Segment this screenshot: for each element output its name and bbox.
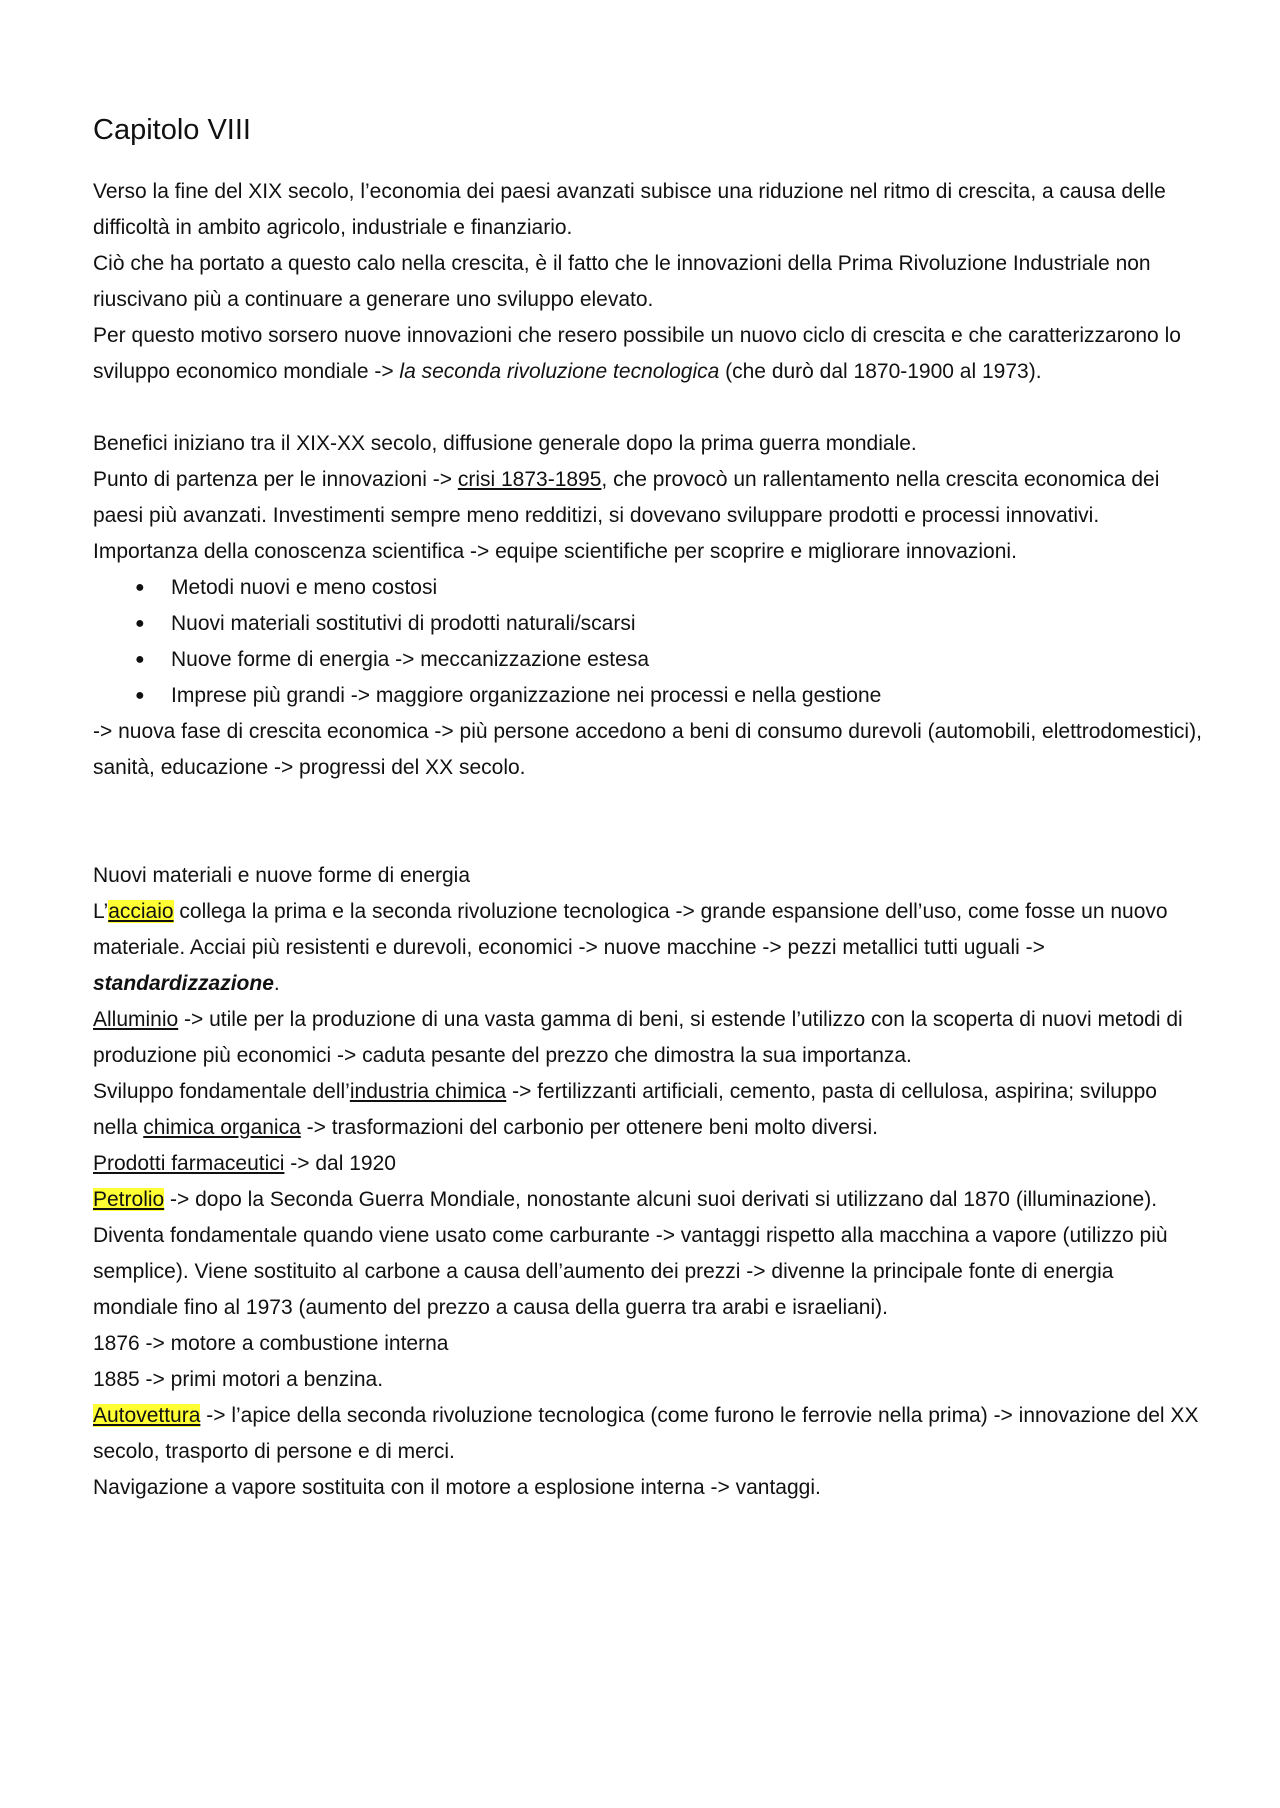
spacer <box>93 786 1203 858</box>
chapter-title: Capitolo VIII <box>93 114 251 146</box>
crisi-underlined: crisi 1873-1895 <box>457 468 602 491</box>
motore-1885: 1885 -> primi motori a benzina. <box>93 1368 384 1391</box>
crescita-paragraph: -> nuova fase di crescita economica -> più persone accedono a beni di consumo durevoli (automobili, elettrodomestici), sanità, educazione -> progressi del XX secolo. <box>93 720 1202 779</box>
bullet-icon: ● <box>135 651 145 668</box>
alluminio-underlined: Alluminio <box>93 1008 179 1031</box>
motore-1876: 1876 -> motore a combustione interna <box>93 1332 449 1355</box>
navigazione-paragraph: Navigazione a vapore sostituita con il motore a esplosione interna -> vantaggi. <box>93 1476 821 1499</box>
standardizzazione-emphasis: standardizzazione <box>93 972 274 995</box>
autovettura-paragraph: Autovettura -> l’apice della seconda rivoluzione tecnologica (come furono le ferrovie nella prima) -> innovazione del XX secolo, trasporto di persone e di merci. <box>93 1404 1199 1463</box>
farmaceutici-underlined: Prodotti farmaceutici <box>93 1152 285 1175</box>
intro-dates: (che durò dal 1870-1900 al 1973). <box>719 360 1042 383</box>
crisi-text: Punto di partenza per le innovazioni -> <box>93 468 458 491</box>
acciaio-highlight: acciaio <box>108 900 174 923</box>
list-item: ● Metodi nuovi e meno costosi <box>93 570 1203 606</box>
alluminio-paragraph: Alluminio -> utile per la produzione di una vasta gamma di beni, si estende l’utilizzo con la scoperta di nuovi metodi di produzione più economici -> caduta pesante del prezzo che dimostra la sua importanza. <box>93 1008 1183 1067</box>
bullet-icon: ● <box>135 615 145 632</box>
emphasis-seconda-rivoluzione: la seconda rivoluzione tecnologica <box>399 360 720 383</box>
crisi-rest: , che provocò un rallentamento nella crescita economica dei paesi più avanzati. Investimenti sempre meno redditizi, si dovevano sviluppare prodotti e processi innovativi. <box>93 468 1160 527</box>
spacer <box>93 390 1203 426</box>
chimica-paragraph: Sviluppo fondamentale dell’industria chimica -> fertilizzanti artificiali, cemento, pasta di cellulosa, aspirina; sviluppo nella chimica organica -> trasformazioni del carbonio per ottenere beni molto diversi. <box>93 1080 1157 1139</box>
document-page <box>93 108 1203 1506</box>
petrolio-paragraph: Petrolio -> dopo la Seconda Guerra Mondiale, nonostante alcuni suoi derivati si utilizzano dal 1870 (illuminazione). Diventa fondamentale quando viene usato come carburante -> vantaggi rispetto alla macchina a vapore (utilizzo più semplice). Viene sostituito al carbone a causa dell’aumento dei prezzi -> divenne la principale fonte di energia mondiale fino al 1973 (aumento del prezzo a causa della guerra tra arabi e israeliani). <box>93 1188 1168 1319</box>
industria-chimica-underlined: industria chimica <box>349 1080 507 1103</box>
bullet-icon: ● <box>135 579 145 596</box>
intro-text: Per questo motivo sorsero nuove innovazioni che resero possibile un nuovo ciclo di crescita e che caratterizzarono lo sviluppo economico mondiale -> <box>93 324 1181 383</box>
autovettura-highlight: Autovettura <box>93 1404 201 1427</box>
section-heading: Nuovi materiali e nuove forme di energia <box>93 864 471 887</box>
list-item: ● Imprese più grandi -> maggiore organizzazione nei processi e nella gestione <box>93 678 1203 714</box>
conoscenza-paragraph: Importanza della conoscenza scientifica -> equipe scientifiche per scoprire e migliorare innovazioni. <box>93 540 1017 563</box>
intro-paragraph-2: Ciò che ha portato a questo calo nella crescita, è il fatto che le innovazioni della Prima Rivoluzione Industriale non riuscivano più a continuare a generare uno sviluppo elevato. <box>93 252 1151 311</box>
bullet-icon: ● <box>135 687 145 704</box>
crisi-paragraph <box>93 462 1203 534</box>
acciaio-paragraph: L’acciaio collega la prima e la seconda rivoluzione tecnologica -> grande espansione dell’uso, come fosse un nuovo materiale. Acciai più resistenti e durevoli, economici -> nuove macchine -> pezzi metallici tutti uguali -> standardizzazione. <box>93 900 1168 995</box>
farmaceutici-paragraph: Prodotti farmaceutici -> dal 1920 <box>93 1152 396 1175</box>
list-item: ● Nuove forme di energia -> meccanizzazione estesa <box>93 642 1203 678</box>
chimica-organica-underlined: chimica organica <box>143 1116 301 1139</box>
petrolio-highlight: Petrolio <box>93 1188 165 1211</box>
intro-paragraph-3 <box>93 318 1203 390</box>
list-item: ● Nuovi materiali sostitutivi di prodotti naturali/scarsi <box>93 606 1203 642</box>
intro-paragraph-1: Verso la fine del XIX secolo, l’economia dei paesi avanzati subisce una riduzione nel ritmo di crescita, a causa delle difficoltà in ambito agricolo, industriale e finanziario. <box>93 180 1166 239</box>
benefici-paragraph: Benefici iniziano tra il XIX-XX secolo, diffusione generale dopo la prima guerra mondiale. <box>93 432 917 455</box>
innovations-list <box>93 570 1203 714</box>
